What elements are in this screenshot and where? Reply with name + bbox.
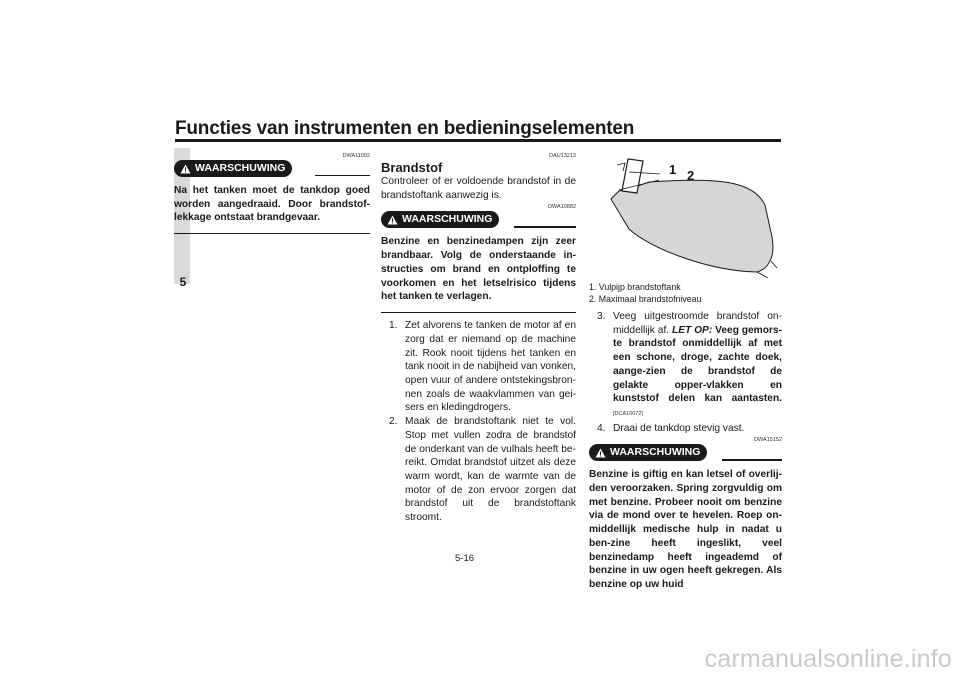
warning-label: WAARSCHUWING: [610, 446, 701, 459]
warning-line: [722, 459, 782, 460]
warning-code: DWA11092: [342, 153, 370, 159]
warning-header: [589, 444, 782, 462]
callout-2: 2: [687, 168, 695, 183]
list-item: [381, 415, 576, 525]
figure-caption: 1. Vulpijp brandstoftank: [589, 282, 681, 292]
warning-label: WAARSCHUWING: [195, 162, 286, 174]
page-number: 5-16: [455, 553, 475, 564]
header-rule: [175, 139, 781, 142]
warning-badge: [381, 211, 499, 228]
warning-end-rule: [381, 312, 576, 313]
figure-caption: 2. Maximaal brandstofniveau: [589, 294, 702, 304]
list-item-text: [613, 310, 782, 422]
list-item-text: Maak de brandstoftank niet te vol. Stop met vullen zodra de brandstof de onderkant van de vulhals heeft be-reikt. Omdat brandstof uitzet als deze warm wordt, kan de warmte van de motor of de zon ervoor zorgen dat brandstof uit de brandstoftank stroomt.: [405, 416, 576, 524]
list-item: [589, 422, 782, 436]
list-item-body: Veeg uitgestroomde brandstof on-middellijk af.: [613, 311, 782, 336]
page-header-title: Functies van instrumenten en bedieningselementen: [175, 118, 635, 139]
warning-badge: [589, 444, 707, 461]
warning-header: [381, 211, 576, 229]
warning-label: WAARSCHUWING: [402, 213, 493, 226]
right-column: [589, 153, 782, 592]
warning-code: DWA15152: [754, 437, 782, 444]
section-code: DAU13213: [549, 153, 576, 159]
warning-line: [315, 175, 370, 176]
warning-badge: [174, 160, 292, 177]
footer-watermark: carmanualsonline.info: [704, 645, 952, 673]
list-item-text: Zet alvorens te tanken de motor af en zorg dat er niemand op de machine zit. Rook nooit tijdens het tanken en tank nooit in de nabijheid van vonken, open vuur of andere ontstekingsbron-nen zoals de waakvlammen van gei-sers en kledingdrogers.: [405, 320, 576, 414]
list-item: [381, 319, 576, 415]
list-item-number: 3.: [597, 311, 606, 322]
warning-triangle-icon: [180, 164, 191, 174]
callout-1: 1: [669, 162, 677, 177]
middle-column: [381, 153, 576, 525]
chapter-number: 5: [179, 275, 187, 289]
warning-text: Benzine en benzinedampen zijn zeer brandbaar. Volg de onderstaande in-structies om brand en ontploffing te voorkomen en het letselrisico tijdens het tanken te verlagen.: [381, 236, 576, 303]
notice-code: [DCA10072]: [613, 410, 643, 417]
warning-text: Na het tanken moet de tankdop goed worden aangedraaid. Door brandstof-lekkage ontstaat brandgevaar.: [174, 185, 370, 224]
list-item-number: 2.: [389, 416, 398, 428]
section-intro: Controleer of er voldoende brandstof in de brandstoftank aanwezig is.: [381, 176, 576, 201]
warning-triangle-icon: [387, 215, 398, 225]
notice-label: LET OP:: [672, 324, 713, 336]
left-column: [174, 153, 370, 234]
warning-code: DWA10882: [548, 204, 576, 211]
fuel-tank-diagram: [589, 153, 782, 278]
warning-text: Benzine is giftig en kan letsel of overlij-den veroorzaken. Spring zorgvuldig om met benzine. Probeer nooit om benzine via de mond over te hevelen. Roep on-middellijk medische hulp in nadat u ben-zine heeft ingeslikt, veel benzinedamp heeft ingeademd of benzine in uw ogen heeft gekregen. Als benzine op uw huid: [589, 469, 782, 590]
list-item-number: 1.: [389, 320, 398, 332]
list-item: [589, 310, 782, 422]
notice-text: Veeg gemors-te brandstof onmiddellijk af met een schone, droge, zachte doek, aange-zien de brandstof de gelakte opper-vlakken en kunststof delen kan aantasten.: [613, 324, 782, 405]
list-item-text: Draai de tankdop stevig vast.: [613, 422, 745, 434]
warning-line: [514, 226, 576, 227]
warning-header: [174, 160, 370, 178]
section-title: Brandstof: [381, 160, 443, 175]
list-item-number: 4.: [597, 422, 606, 434]
fuel-tank-figure: [589, 153, 782, 278]
warning-end-rule: [174, 233, 370, 234]
warning-triangle-icon: [595, 448, 606, 458]
